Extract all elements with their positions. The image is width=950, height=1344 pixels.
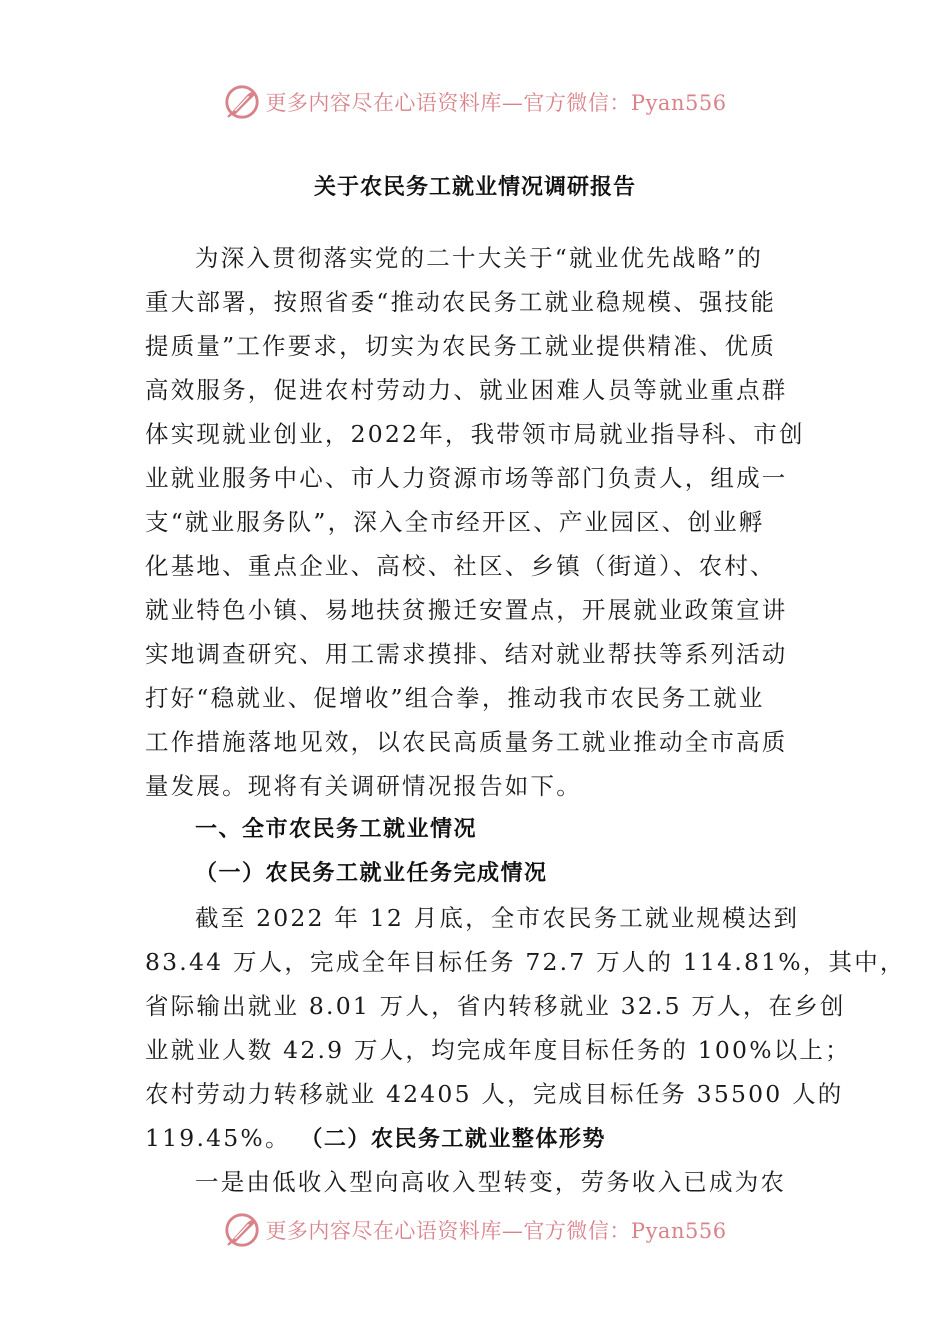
paragraph-line: 省际输出就业 8.01 万人，省内转移就业 32.5 万人，在乡创	[145, 992, 846, 1020]
paragraph-line: 重大部署，按照省委“推动农民务工就业稳规模、强技能	[145, 288, 777, 316]
document-title: 关于农民务工就业情况调研报告	[313, 175, 636, 200]
paragraph-line: 一是由低收入型向高收入型转变，劳务收入已成为农	[195, 1168, 787, 1196]
paragraph-line: 实地调查研究、用工需求摸排、结对就业帮扶等系列活动	[145, 640, 788, 668]
paragraph-line: 提质量”工作要求，切实为农民务工就业提供精准、优质	[145, 332, 777, 360]
paragraph-line: 量发展。现将有关调研情况报告如下。	[145, 772, 582, 800]
paragraph-line: 农村劳动力转移就业 42405 人，完成目标任务 35500 人的	[145, 1080, 844, 1108]
subsection-heading: （一）农民务工就业任务完成情况	[195, 861, 548, 886]
paragraph-text: 119.45%。	[145, 1124, 291, 1152]
watermark-text: 更多内容尽在心语资料库—官方微信：Pyan556	[265, 91, 727, 115]
quill-logo-icon	[223, 83, 261, 121]
quill-logo-icon	[223, 1211, 261, 1249]
subsection-heading: （二）农民务工就业整体形势	[300, 1127, 606, 1152]
paragraph-line: 就业特色小镇、易地扶贫搬迁安置点，开展就业政策宣讲	[145, 596, 788, 624]
paragraph-line: 高效服务，促进农村劳动力、就业困难人员等就业重点群	[145, 376, 788, 404]
paragraph-line: 为深入贯彻落实党的二十大关于“就业优先战略”的	[195, 244, 764, 272]
watermark-header	[0, 80, 950, 124]
watermark-footer	[0, 1208, 950, 1252]
paragraph-line: 工作措施落地见效，以农民高质量务工就业推动全市高质	[145, 728, 788, 756]
section-heading: 一、全市农民务工就业情况	[195, 817, 478, 842]
paragraph-line: 截至 2022 年 12 月底，全市农民务工就业规模达到	[195, 904, 800, 932]
paragraph-line: 83.44 万人，完成全年目标任务 72.7 万人的 114.81%，其中，	[145, 948, 906, 976]
paragraph-line: 化基地、重点企业、高校、社区、乡镇（街道）、农村、	[145, 552, 776, 580]
paragraph-line: 业就业人数 42.9 万人，均完成年度目标任务的 100%以上；	[145, 1036, 851, 1064]
document-body	[145, 236, 906, 1204]
paragraph-line: 体实现就业创业，2022年，我带领市局就业指导科、市创	[145, 420, 805, 448]
paragraph-line: 打好“稳就业、促增收”组合拳，推动我市农民务工就业	[145, 684, 765, 712]
paragraph-line-mixed	[145, 1116, 810, 1160]
paragraph-line: 支“就业服务队”，深入全市经开区、产业园区、创业孵	[145, 508, 765, 536]
paragraph-line: 业就业服务中心、市人力资源市场等部门负责人，组成一	[145, 464, 788, 492]
watermark-text: 更多内容尽在心语资料库—官方微信：Pyan556	[265, 1219, 727, 1243]
